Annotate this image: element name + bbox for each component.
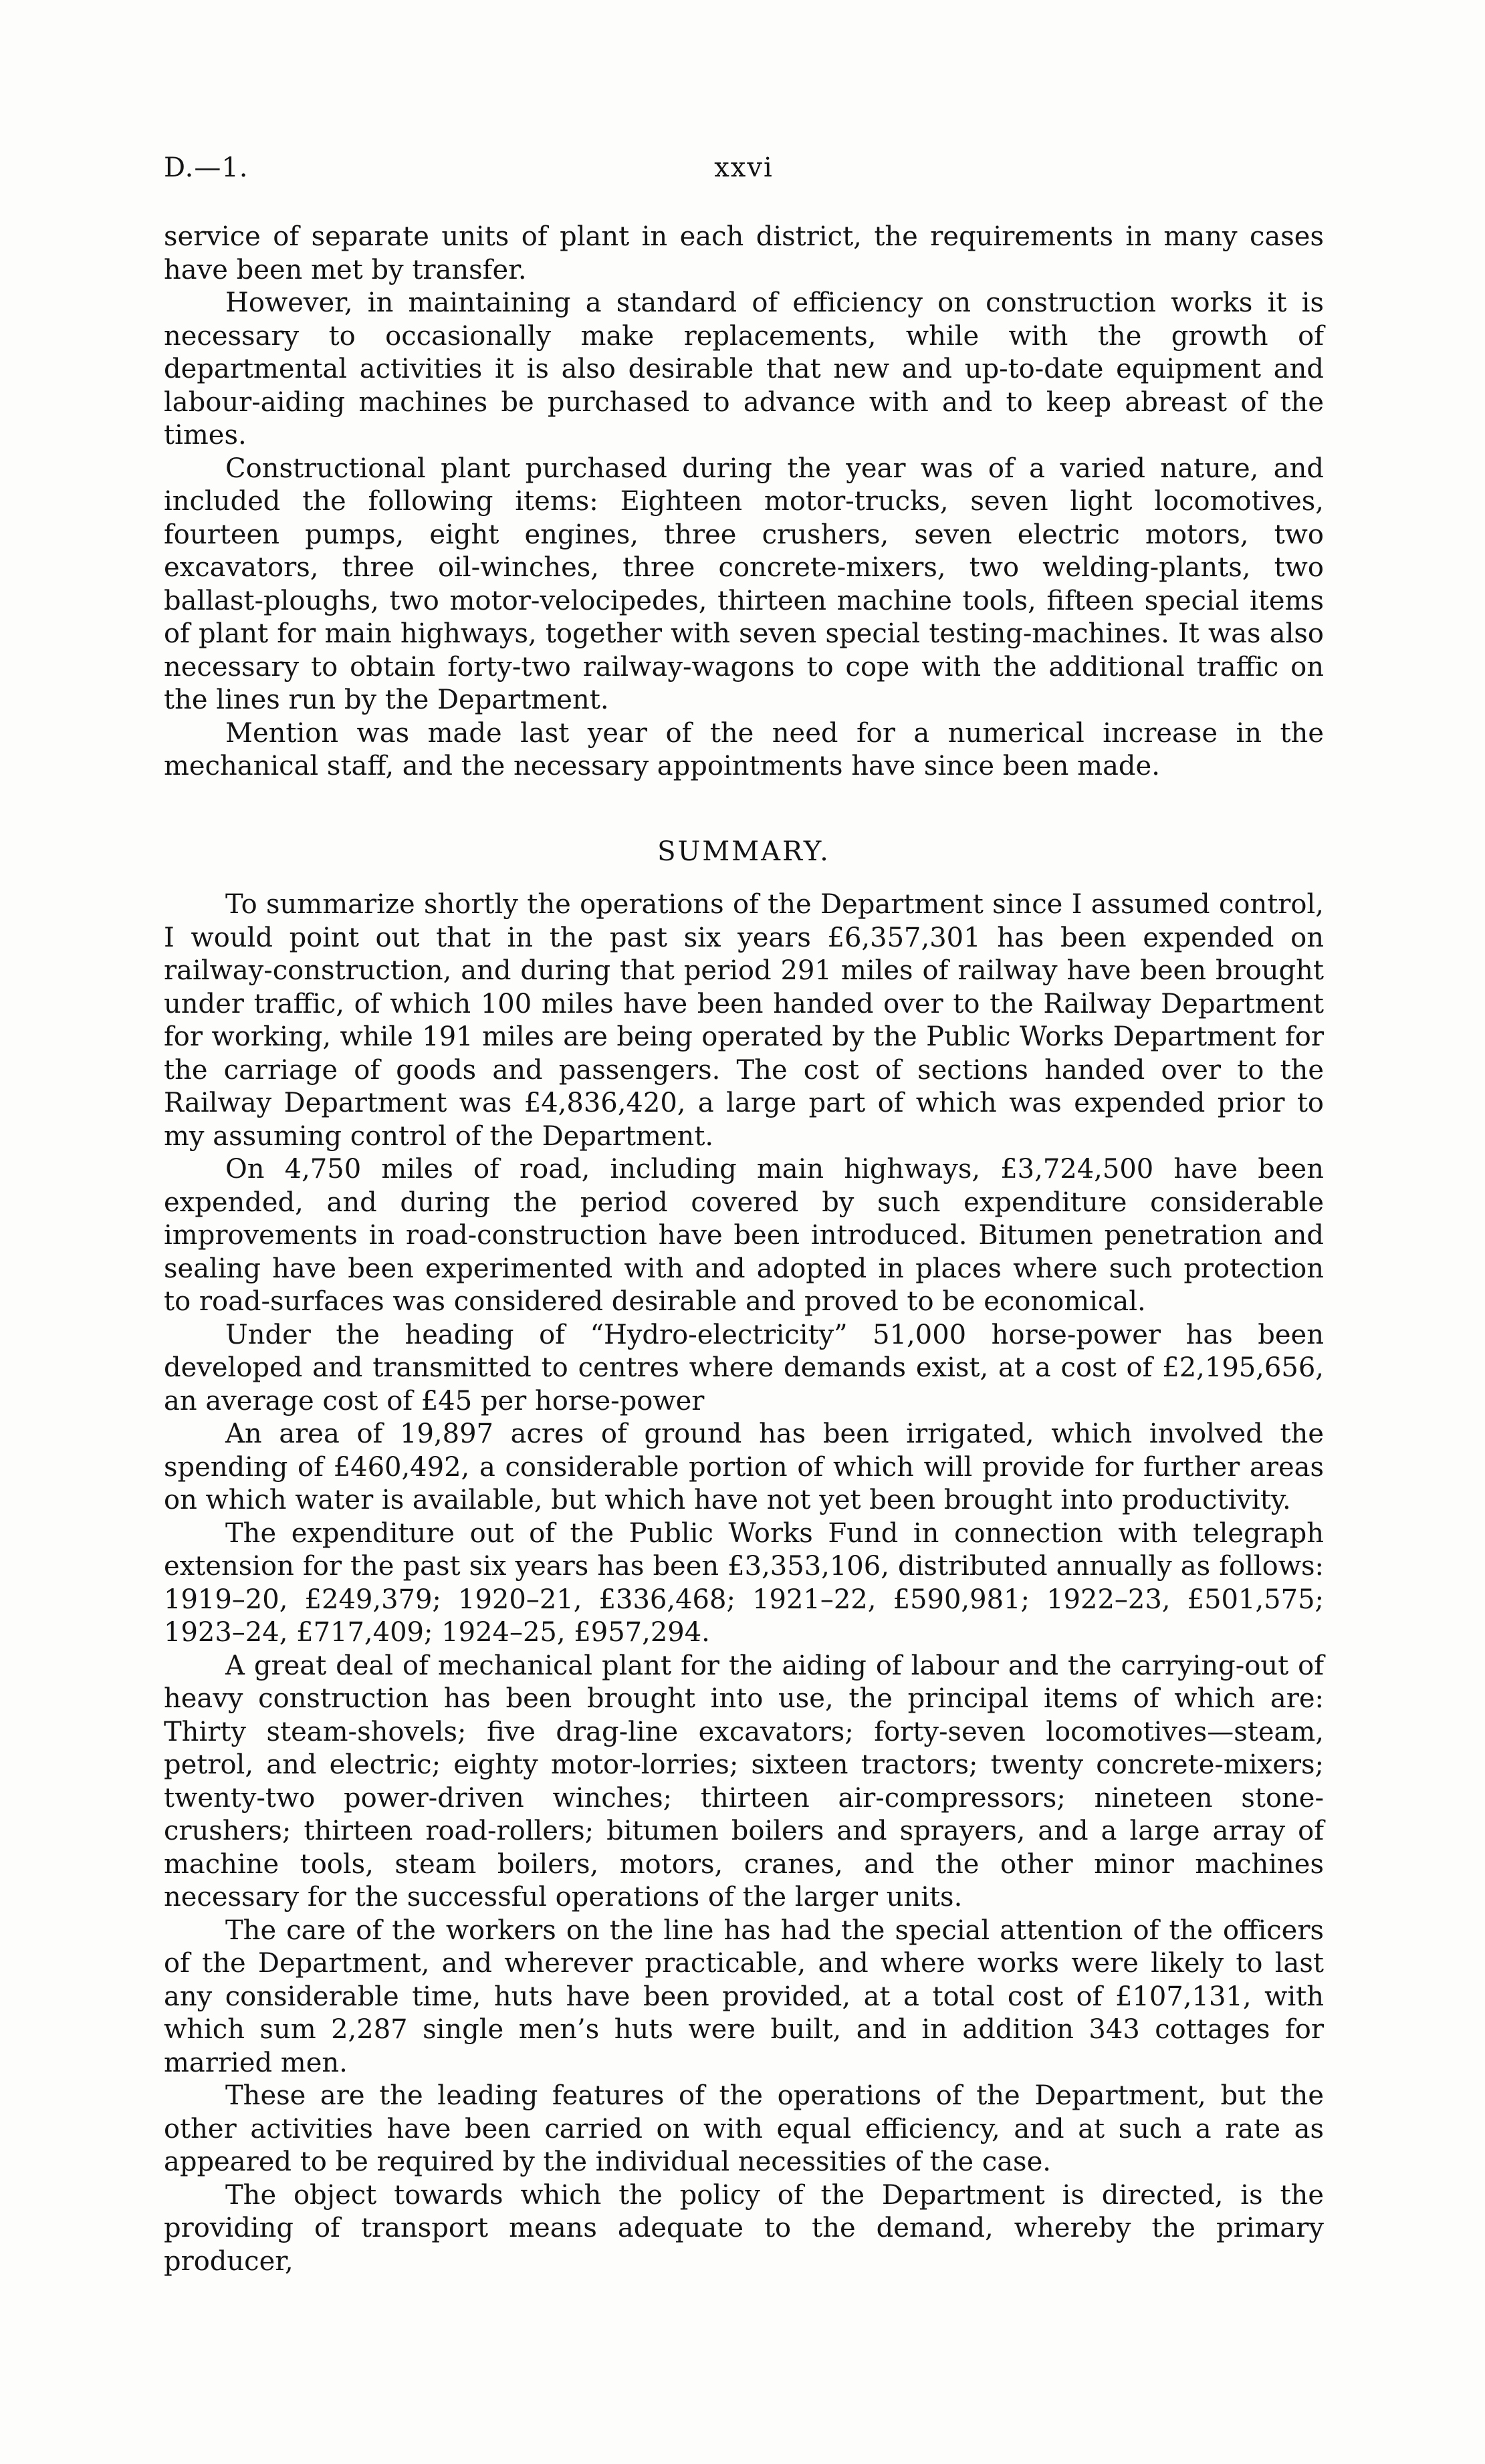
document-reference: D.—1.	[164, 152, 249, 183]
paragraph-plant-purchased: Constructional plant purchased during the year was of a varied nature, and included the following items: Eighteen motor-trucks, seven light locomotives, fourteen pumps, eight engines, three crushers, seven electric motors, two excavators, three oil-winches, three concrete-mixers, two welding-plants, two ballast-ploughs, two motor-velocipedes, thirteen machine tools, fifteen special items of plant for main highways, together with seven special testing-machines. It was also necessary to obtain forty-two railway-wagons to cope with the additional traffic on the lines run by the Department.	[164, 453, 1324, 715]
body-text	[164, 221, 1324, 2278]
paragraph-mechanical-plant: A great deal of mechanical plant for the aiding of labour and the carrying-out of heavy construction has been brought into use, the principal items of which are: Thirty steam-shovels; five drag-line excavators; forty-seven locomotives—steam, petrol, and electric; eighty motor-lorries; sixteen tractors; twenty concrete-mixers; twenty-two power-driven winches; thirteen air-compressors; nineteen stone-crushers; thirteen road-rollers; bitumen boilers and sprayers, and a large array of machine tools, steam boilers, motors, cranes, and the other minor machines necessary for the successful operations of the larger units.	[164, 1650, 1324, 1913]
page-header	[164, 152, 1324, 193]
page-number: xxvi	[714, 152, 774, 183]
summary-heading: SUMMARY.	[657, 836, 830, 867]
paragraph-telegraph: The expenditure out of the Public Works Fund in connection with telegraph extension for the past six years has been £3,353,106, distributed annually as follows: 1919–20, £249,379; 1920–21, £336,468; 1921–22, £590,981; 1922–23, £501,575; 1923–24, £717,409; 1924–25, £957,294.	[164, 1517, 1324, 1648]
paragraph-workers-huts: The care of the workers on the line has had the special attention of the officers of the Department, and wherever practicable, and where works were likely to last any considerable time, huts have been provided, at a total cost of £107,131, with which sum 2,287 single men’s huts were built, and in addition 343 cottages for married men.	[164, 1915, 1324, 2078]
paragraph-railway-construction: To summarize shortly the operations of the Department since I assumed control, I would point out that in the past six years £6,357,301 has been expended on railway-construction, and during that period 291 miles of railway have been brought under traffic, of which 100 miles have been handed over to the Railway Department for working, while 191 miles are being operated by the Public Works Department for the carriage of goods and passengers. The cost of sections handed over to the Railway Department was £4,836,420, a large part of which was expended prior to my assuming control of the Department.	[164, 889, 1324, 1152]
paragraph-leading-features: These are the leading features of the operations of the Department, but the other activities have been carried on with equal efficiency, and at such a rate as appeared to be required by the individual necessities of the case.	[164, 2080, 1324, 2177]
paragraph-mechanical-staff: Mention was made last year of the need for a numerical increase in the mechanical staff, and the necessary appointments have since been made.	[164, 717, 1324, 781]
paragraph-roads: On 4,750 miles of road, including main highways, £3,724,500 have been expended, and during the period covered by such expenditure considerable improvements in road-construction have been introduced. Bitumen penetration and sealing have been experimented with and adopted in places where such protection to road-surfaces was considered desirable and proved to be economical.	[164, 1154, 1324, 1317]
paragraph-hydro-electricity: Under the heading of “Hydro-electricity” 51,000 horse-power has been developed and transmitted to centres where demands exist, at a cost of £2,195,656, an average cost of £45 per horse-power	[164, 1319, 1324, 1416]
paragraph-policy-object: The object towards which the policy of the Department is directed, is the providing of transport means adequate to the demand, whereby the primary producer,	[164, 2179, 1324, 2277]
paragraph-irrigation: An area of 19,897 acres of ground has been irrigated, which involved the spending of £460,492, a considerable portion of which will provide for further areas on which water is available, but which have not yet been brought into productivity.	[164, 1419, 1324, 1515]
paragraph-efficiency: However, in maintaining a standard of efficiency on construction works it is necessary to occasionally make replacements, while with the growth of departmental activities it is also desirable that new and up-to-date equipment and labour-aiding machines be purchased to advance with and to keep abreast of the times.	[164, 287, 1324, 451]
paragraph-continuation: service of separate units of plant in each district, the requirements in many cases have been met by transfer.	[164, 221, 1324, 285]
